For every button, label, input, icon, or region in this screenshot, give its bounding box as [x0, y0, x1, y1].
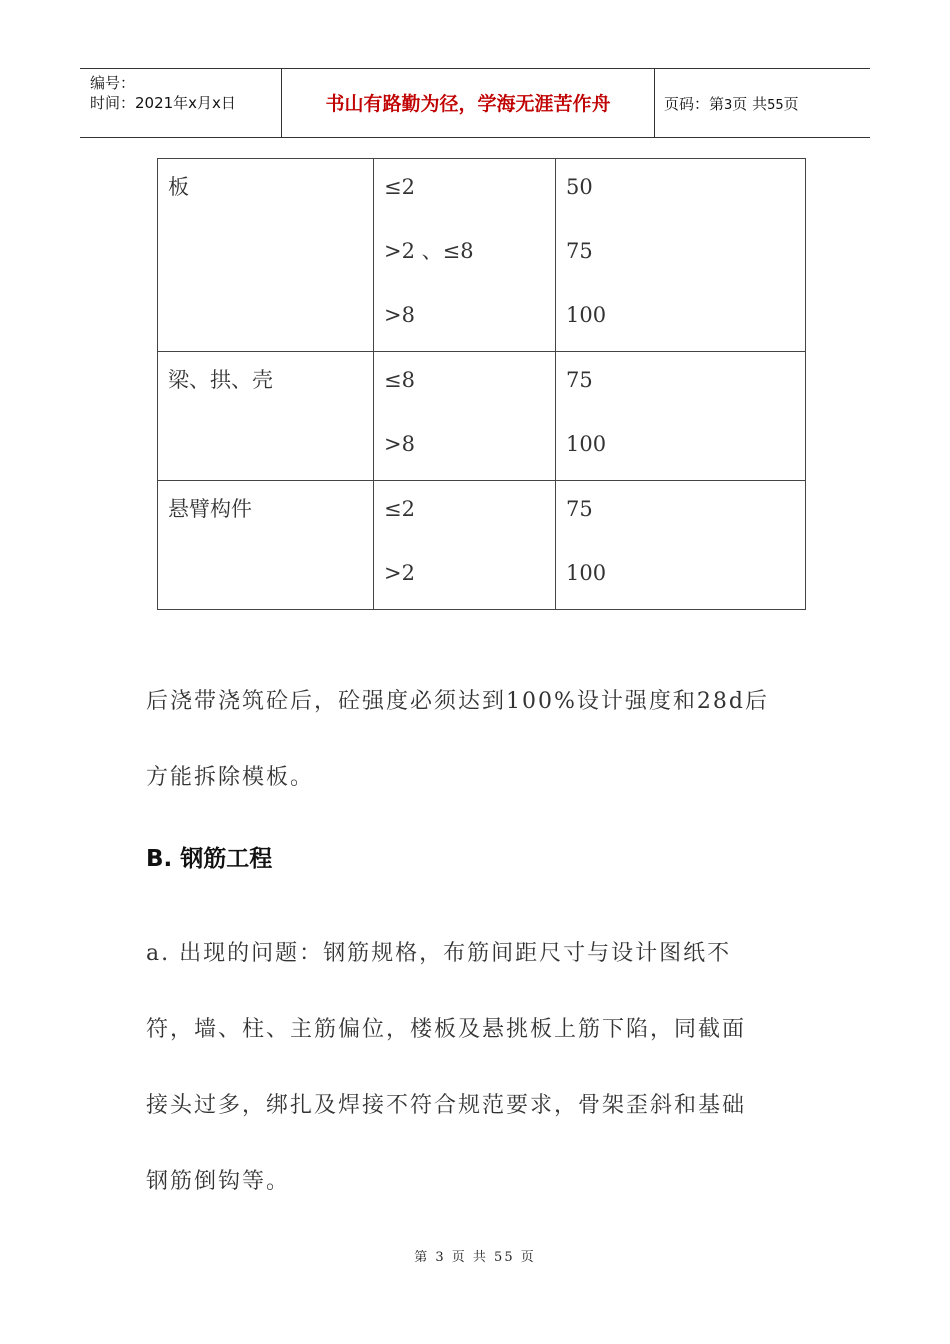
span-value: ≤2	[384, 497, 415, 521]
header-motto: 书山有路勤为径，学海无涯苦作舟	[325, 93, 611, 115]
section-heading: B. 钢筋工程	[146, 846, 273, 872]
span-value: >2	[384, 561, 415, 585]
strength-value: 75	[566, 368, 593, 392]
text-line: 方能拆除模板。	[146, 765, 315, 790]
strength-value: 100	[566, 303, 607, 327]
strength-value: 100	[566, 432, 607, 456]
paragraph-post-cast-strip	[146, 664, 810, 816]
text-line: 接头过多，绑扎及焊接不符合规范要求，骨架歪斜和基础	[146, 1093, 747, 1118]
header-divider	[654, 69, 655, 137]
span-value: >8	[384, 432, 415, 456]
text-line: 后浇带浇筑砼后，砼强度必须达到100%设计强度和28d后	[146, 689, 769, 714]
table-row	[158, 481, 806, 610]
span-value: ≤2	[384, 175, 415, 199]
header-meta	[90, 73, 236, 113]
table-row	[158, 159, 806, 352]
text-line: a. 出现的问题：钢筋规格，布筋间距尺寸与设计图纸不	[146, 941, 732, 966]
formwork-removal-table	[157, 158, 806, 610]
strength-value: 100	[566, 561, 607, 585]
strength-value: 75	[566, 497, 593, 521]
text-line: 符，墙、柱、主筋偏位，楼板及悬挑板上筋下陷，同截面	[146, 1017, 747, 1042]
doc-number-label: 编号：	[90, 74, 136, 92]
header-page-info: 页码：第3页 共55页	[664, 95, 799, 113]
page-header	[80, 68, 870, 138]
span-value: >8	[384, 303, 415, 327]
strength-value: 75	[566, 239, 593, 263]
doc-time: 时间：2021年x月x日	[90, 94, 236, 112]
member-type: 板	[168, 175, 189, 199]
span-value: ≤8	[384, 368, 415, 392]
member-type: 梁、拱、壳	[168, 368, 273, 392]
member-type: 悬臂构件	[168, 497, 252, 521]
text-line: 钢筋倒钩等。	[146, 1169, 291, 1194]
table-row	[158, 352, 806, 481]
paragraph-rebar-problems	[146, 916, 810, 1220]
page-footer: 第 3 页 共 55 页	[414, 1250, 536, 1265]
strength-value: 50	[566, 175, 593, 199]
span-value: >2 、≤8	[384, 239, 474, 263]
